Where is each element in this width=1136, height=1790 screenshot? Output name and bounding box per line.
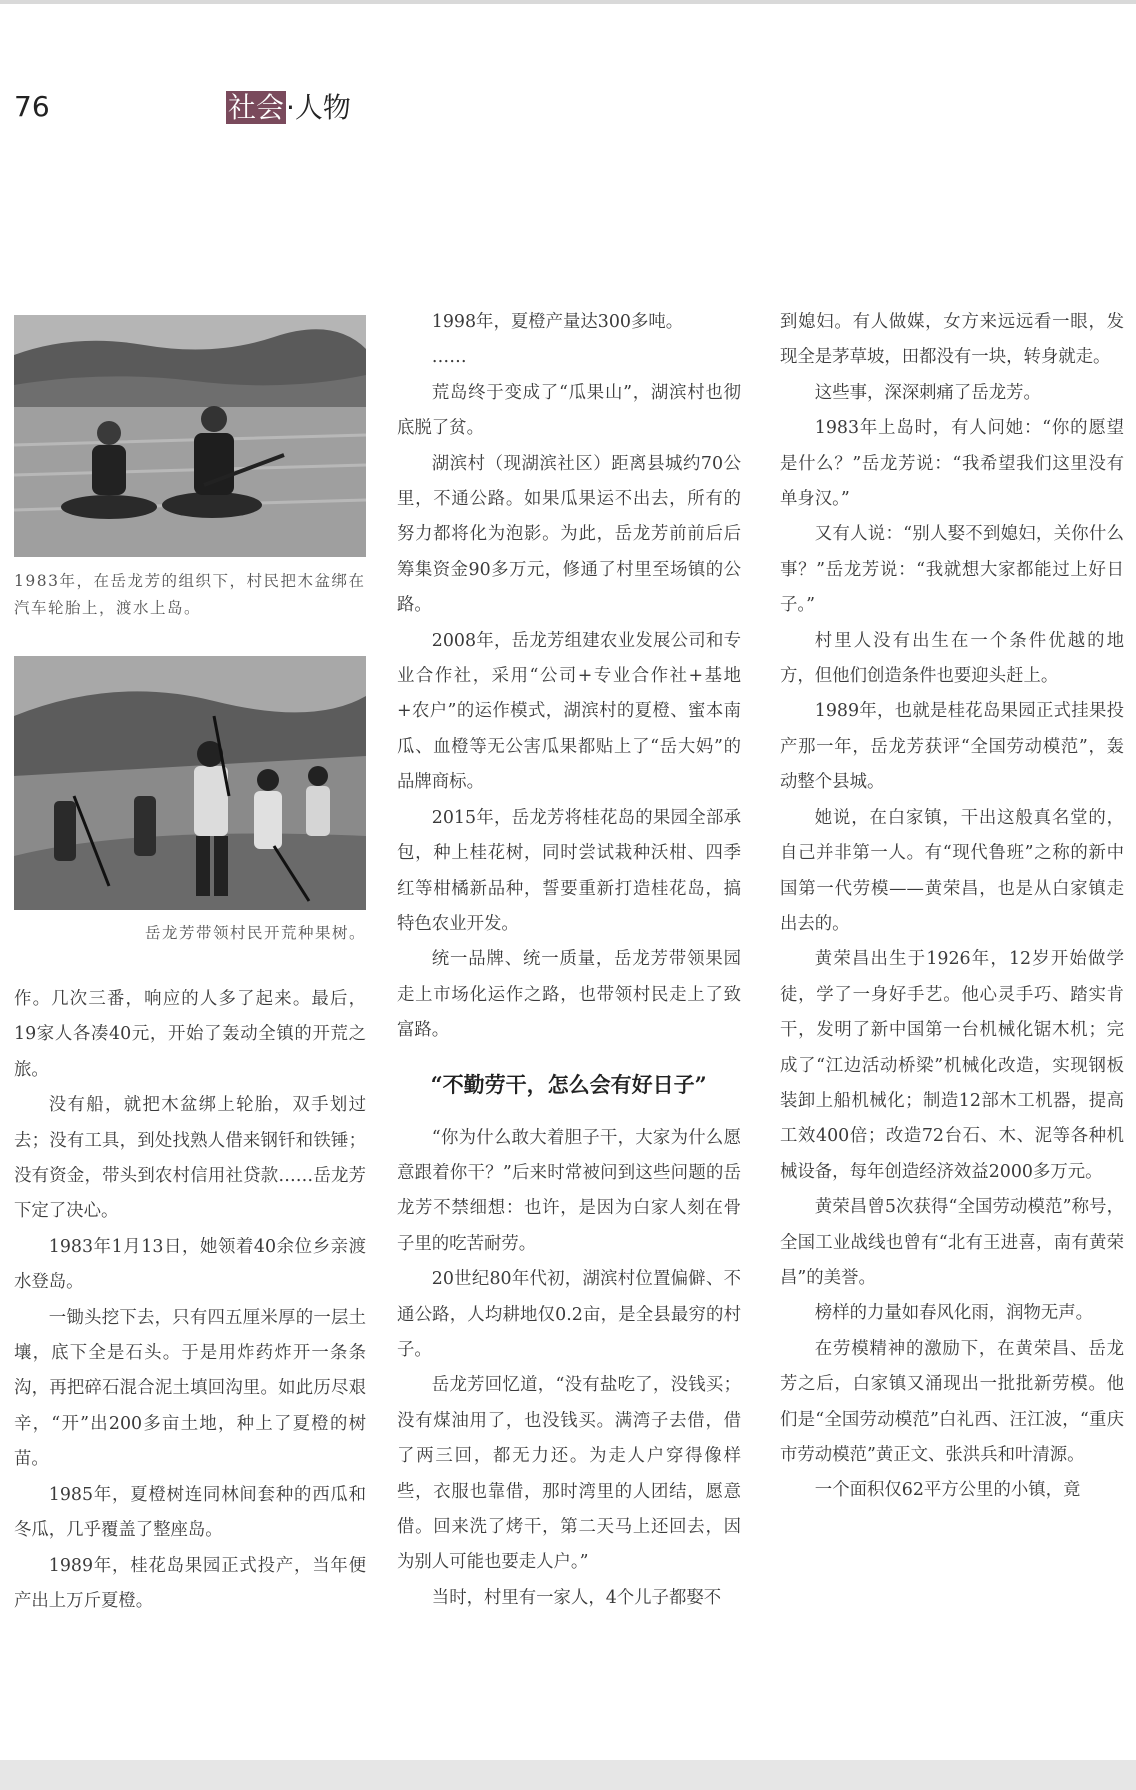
paragraph: 20世纪80年代初，湖滨村位置偏僻、不通公路，人均耕地仅0.2亩，是全县最穷的村子。 [397, 1269, 741, 1360]
paragraph: 统一品牌、统一质量，岳龙芳带领果园走上市场化运作之路，也带领村民走上了致富路。 [397, 949, 741, 1041]
paragraph: 作。几次三番，响应的人多了起来。最后，19家人各凑40元，开始了轰动全镇的开荒之旅。 [14, 989, 366, 1080]
paragraph: 2015年，岳龙芳将桂花岛的果园全部承包，种上桂花树，同时尝试栽种沃柑、四季红等柑橘新品种，誓要重新打造桂花岛，搞特色农业开发。 [397, 807, 741, 934]
paragraph: 榜样的力量如春风化雨，润物无声。 [814, 1303, 1094, 1324]
subheading: “不勤劳干，怎么会有好日子” [430, 1071, 707, 1097]
paragraph: 在劳模精神的激励下，在黄荣昌、岳龙芳之后，白家镇又涌现出一批批新劳模。他们是“全国劳动模范”白礼西、汪江波，“重庆市劳动模范”黄正文、张洪兵和叶清源。 [780, 1338, 1124, 1465]
column-1 [14, 982, 366, 1619]
section-title [226, 86, 351, 126]
paragraph: 到媳妇。有人做媒，女方来远远看一眼，发现全是茅草坡，田都没有一块，转身就走。 [780, 312, 1124, 368]
paragraph: 1985年，夏橙树连同林间套种的西瓜和冬瓜，几乎覆盖了整座岛。 [14, 1484, 366, 1541]
paragraph: 荒岛终于变成了“瓜果山”，湖滨村也彻底脱了贫。 [397, 382, 741, 439]
paragraph: 一锄头挖下去，只有四五厘米厚的一层土壤，底下全是石头。于是用炸药炸开一条条沟，再把碎石混合泥土填回沟里。如此历尽艰辛，“开”出200多亩土地，种上了夏橙的树苗。 [14, 1307, 366, 1470]
photo1-caption: 1983年，在岳龙芳的组织下，村民把木盆绑在汽车轮胎上，渡水上岛。 [14, 572, 366, 617]
paragraph: 她说，在白家镇，干出这般真名堂的，自己并非第一人。有“现代鲁班”之称的新中国第一代劳模——黄荣昌，也是从白家镇走出去的。 [780, 807, 1124, 934]
paragraph: 这些事，深深刺痛了岳龙芳。 [814, 382, 1041, 403]
paragraph: 1998年，夏橙产量达300多吨。 [431, 312, 684, 332]
photo-rafting-to-island [14, 315, 366, 557]
section-subtitle: ·人物 [286, 91, 351, 124]
paragraph: 村里人没有出生在一个条件优越的地方，但他们创造条件也要迎头赶上。 [780, 630, 1124, 687]
paragraph: 一个面积仅62平方公里的小镇，竟 [814, 1480, 1081, 1501]
page-number: 76 [14, 90, 50, 123]
paragraph: 湖滨村（现湖滨社区）距离县城约70公里，不通公路。如果瓜果运不出去，所有的努力都将化为泡影。为此，岳龙芳前前后后筹集资金90多万元，修通了村里至场镇的公路。 [397, 453, 741, 616]
paragraph: 1983年上岛时，有人问她：“你的愿望是什么？”岳龙芳说：“我希望我们这里没有单身汉。” [780, 418, 1124, 510]
paragraph: 黄荣昌出生于1926年，12岁开始做学徒，学了一身好手艺。他心灵手巧、踏实肯干，发明了新中国第一台机械化锯木机；完成了“江边活动桥梁”机械化改造，实现钢板装卸上船机械化；制造12部木工机器，提高工效400倍；改造72台石、木、泥等各种机械设备，每年创造经济效益2000多万元。 [780, 949, 1124, 1182]
paragraph: 1983年1月13日，她领着40余位乡亲渡水登岛。 [14, 1236, 366, 1293]
paragraph: 又有人说：“别人娶不到媳妇，关你什么事？”岳龙芳说：“我就想大家都能过上好日子。” [780, 524, 1124, 616]
paragraph: 没有船，就把木盆绑上轮胎，双手划过去；没有工具，到处找熟人借来钢钎和铁锤；没有资金，带头到农村信用社贷款……岳龙芳下定了决心。 [14, 1095, 366, 1222]
paragraph: 岳龙芳回忆道，“没有盐吃了，没钱买；没有煤油用了，也没钱买。满湾子去借，借了两三回，都无力还。为走人户穿得像样些，衣服也靠借，那时湾里的人团结，愿意借。回来洗了烤干，第二天马上还回去，因为别人可能也要走人户。” [397, 1375, 741, 1573]
photo2-caption: 岳龙芳带领村民开荒种果树。 [144, 924, 366, 942]
top-border [0, 0, 1136, 4]
paragraph: 当时，村里有一家人，4个儿子都娶不 [431, 1587, 722, 1608]
paragraph: 1989年，桂花岛果园正式投产，当年便产出上万斤夏橙。 [14, 1555, 366, 1611]
photo-land-reclamation [14, 656, 366, 910]
paragraph: 2008年，岳龙芳组建农业发展公司和专业合作社，采用“公司+专业合作社+基地+农户”的运作模式，湖滨村的夏橙、蜜本南瓜、血橙等无公害瓜果都贴上了“岳大妈”的品牌商标。 [397, 630, 741, 793]
paragraph: 1989年，也就是桂花岛果园正式挂果投产那一年，岳龙芳获评“全国劳动模范”，轰动整个县城。 [780, 701, 1124, 793]
paragraph: “你为什么敢大着胆子干，大家为什么愿意跟着你干？”后来时常被问到这些问题的岳龙芳不禁细想：也许，是因为白家人刻在骨子里的吃苦耐劳。 [397, 1127, 741, 1254]
column-3 [780, 305, 1124, 1509]
bottom-bar [0, 1760, 1136, 1790]
column-2 [397, 305, 741, 1616]
paragraph: 黄荣昌曾5次获得“全国劳动模范”称号，全国工业战线也曾有“北有王进喜，南有黄荣昌”的美誉。 [780, 1197, 1124, 1288]
section-highlight: 社会 [228, 91, 285, 124]
paragraph: …… [431, 347, 467, 368]
